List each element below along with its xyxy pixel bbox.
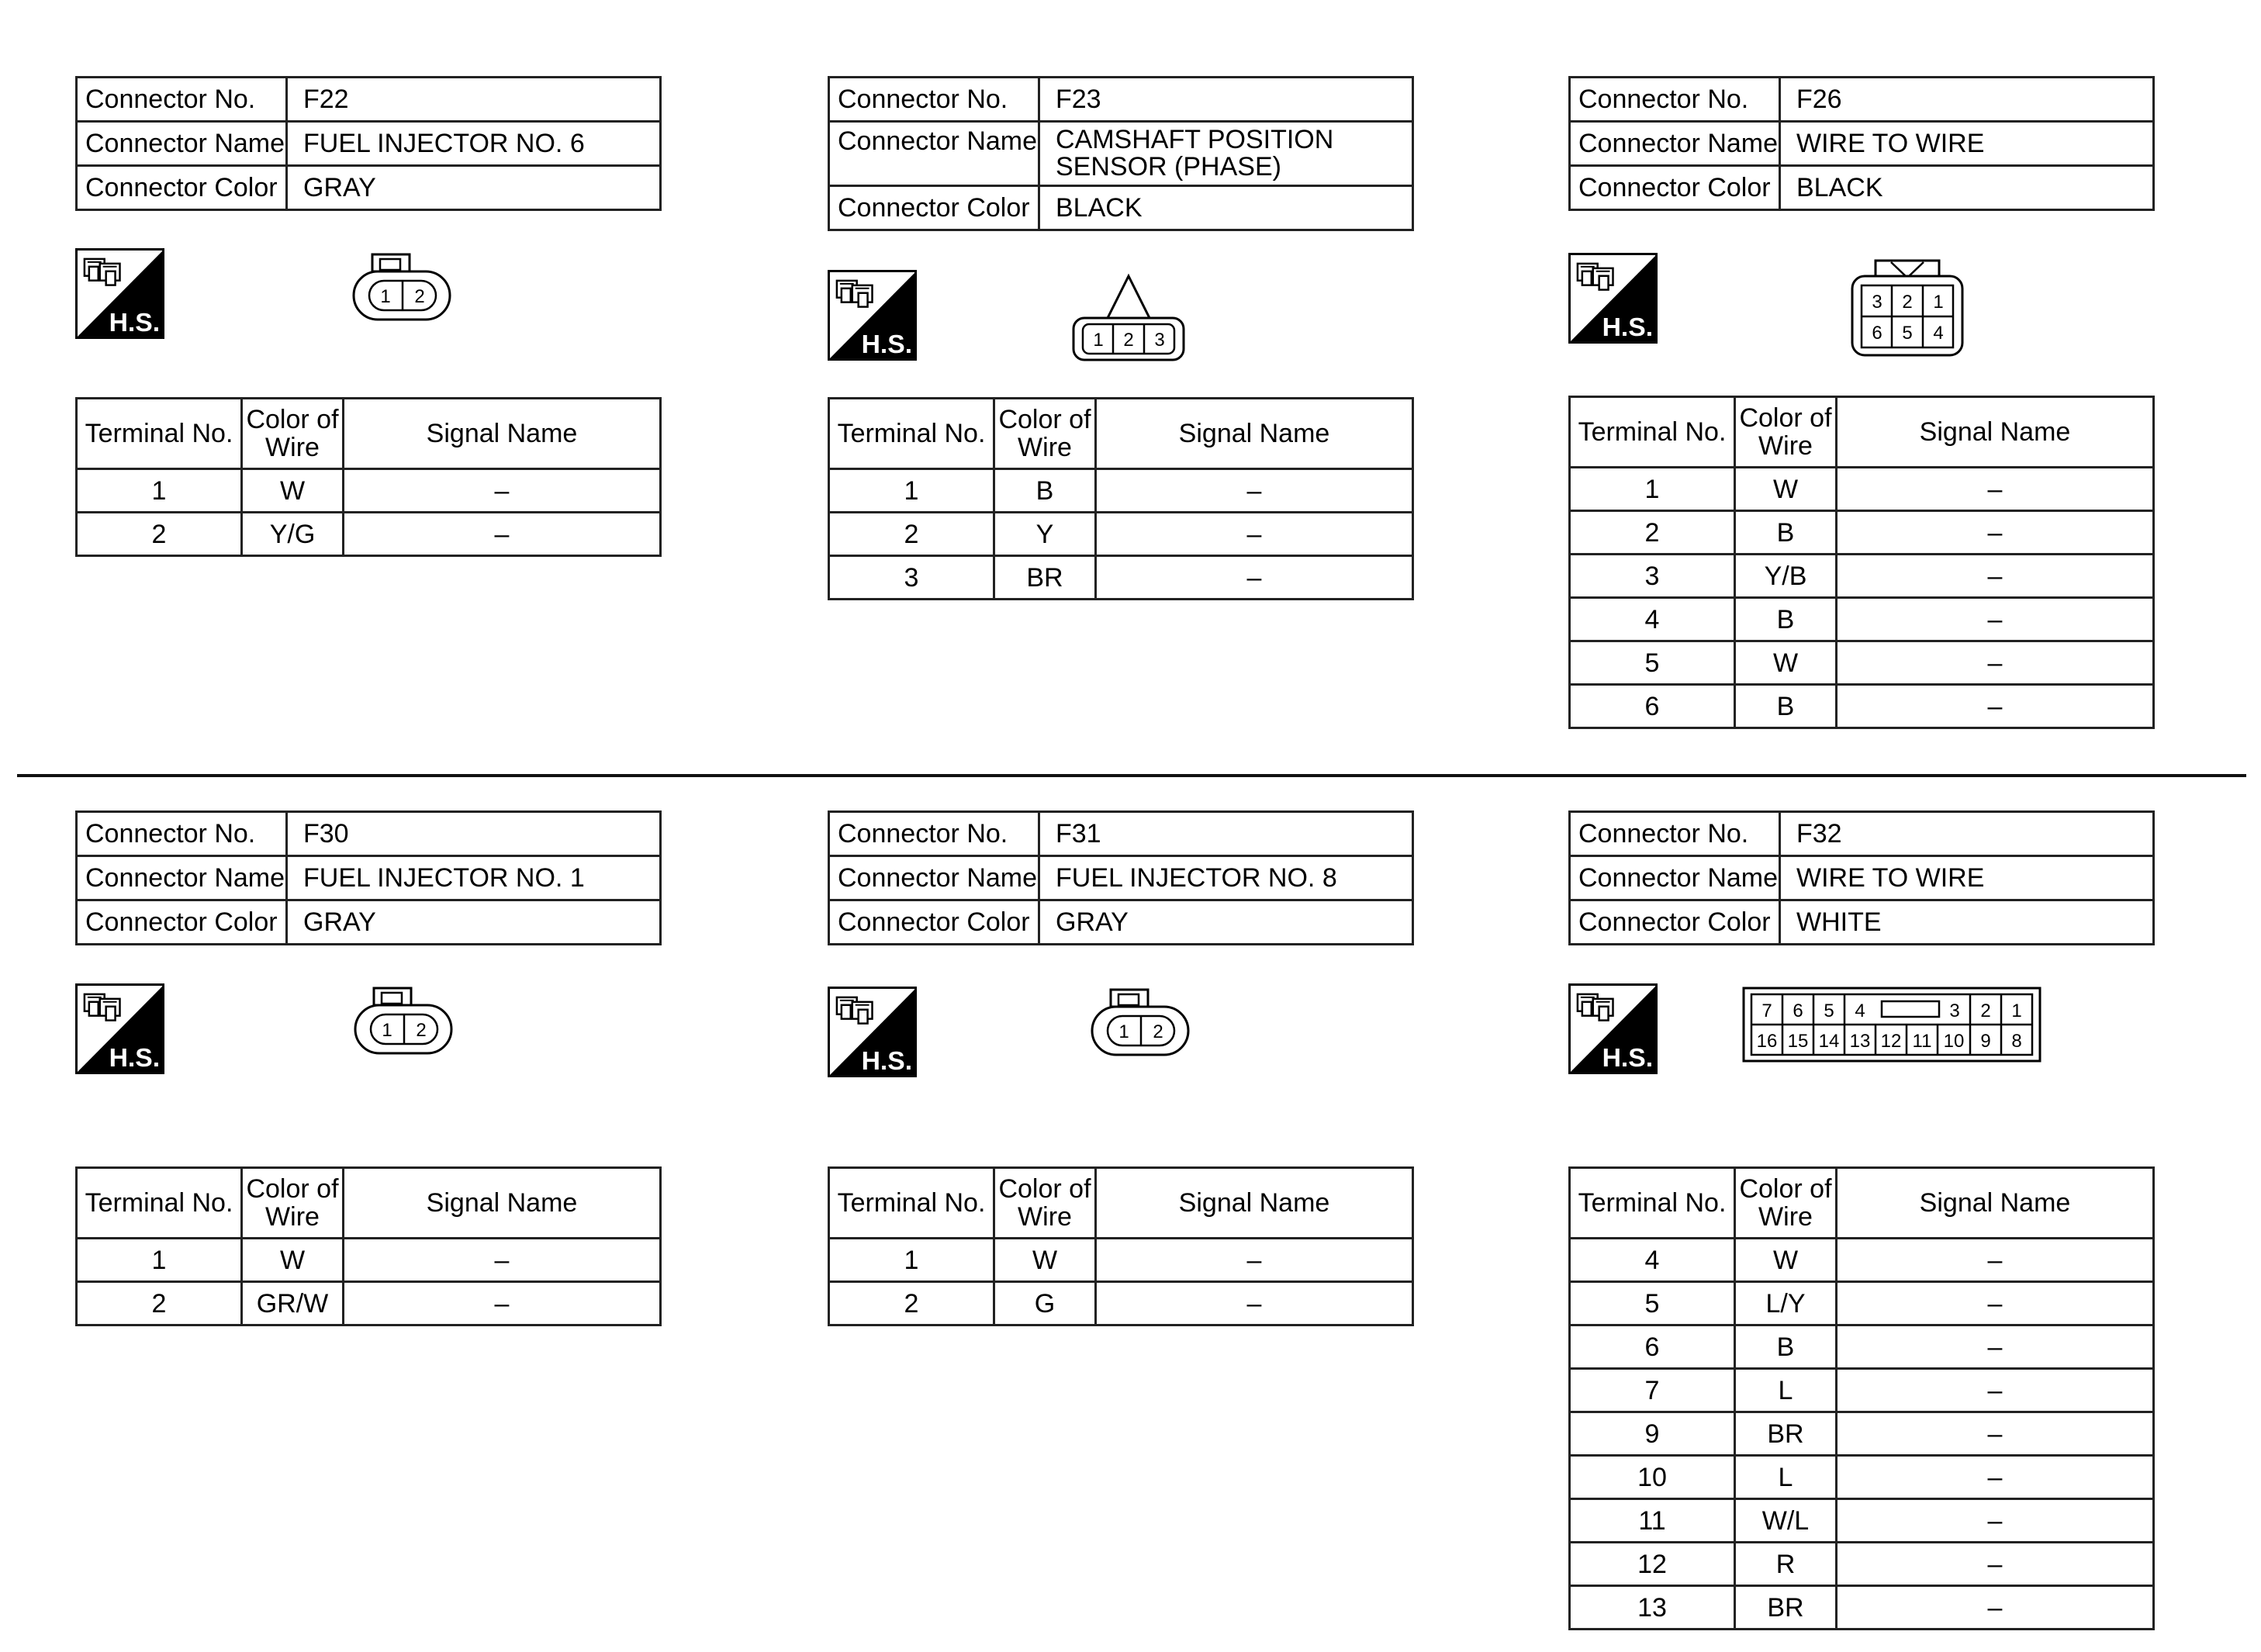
wire-color-header: Color of Wire — [1735, 1168, 1837, 1239]
wire-color: R — [1735, 1543, 1837, 1586]
pin-label: 4 — [1933, 323, 1944, 344]
connector-block-f26 — [1568, 76, 2155, 211]
signal-name: – — [1096, 469, 1413, 513]
connector-color-label: Connector Color — [77, 166, 287, 210]
pin-label: 5 — [1824, 1001, 1834, 1021]
terminal-no: 1 — [1570, 468, 1735, 511]
connector-color-value: BLACK — [1780, 166, 2154, 210]
wire-color: Y/B — [1735, 555, 1837, 598]
connector-name-value: WIRE TO WIRE — [1780, 856, 2154, 900]
connector-name-value: FUEL INJECTOR NO. 1 — [287, 856, 661, 900]
terminal-no: 10 — [1570, 1456, 1735, 1499]
pin-label: 2 — [416, 1020, 427, 1041]
connector-name-value: WIRE TO WIRE — [1780, 122, 2154, 166]
pin-label: 3 — [1949, 1001, 1960, 1021]
terminal-table-f30-wrap — [75, 1166, 662, 1326]
table-row — [829, 556, 1413, 600]
table-row — [1570, 555, 2154, 598]
connector-name-value: FUEL INJECTOR NO. 8 — [1039, 856, 1413, 900]
signal-name: – — [344, 513, 661, 556]
pin-label: 3 — [1872, 292, 1882, 313]
pin-label: 6 — [1872, 323, 1882, 344]
wire-color-header: Color of Wire — [242, 399, 344, 469]
terminal-no: 2 — [829, 1282, 994, 1325]
connector-no-value: F23 — [1039, 78, 1413, 122]
terminal-no: 5 — [1570, 641, 1735, 685]
terminal-table — [75, 397, 662, 557]
pin-label: 7 — [1761, 1001, 1772, 1021]
table-row — [1570, 1499, 2154, 1543]
terminal-no: 2 — [1570, 511, 1735, 555]
hs-harness-side-icon — [75, 983, 165, 1075]
connector-color-value: WHITE — [1780, 900, 2154, 945]
connector-no-value: F31 — [1039, 812, 1413, 856]
connector-no-label: Connector No. — [1570, 78, 1780, 122]
hs-label: H.S. — [861, 1046, 913, 1077]
pin-label: 8 — [2011, 1031, 2022, 1052]
terminal-no: 1 — [829, 469, 994, 513]
wire-color: W — [1735, 641, 1837, 685]
pin-label: 4 — [1855, 1001, 1865, 1021]
connector-color-label: Connector Color — [1570, 166, 1780, 210]
table-row — [1570, 1456, 2154, 1499]
connector-name-label: Connector Name — [829, 856, 1039, 900]
wire-color: BR — [1735, 1586, 1837, 1630]
terminal-table-f26-wrap — [1568, 396, 2155, 729]
connector-no-label: Connector No. — [829, 78, 1039, 122]
pin-label: 13 — [1849, 1031, 1871, 1052]
pin-label: 12 — [1880, 1031, 1902, 1052]
table-row — [1570, 1412, 2154, 1456]
connector-block-f30 — [75, 810, 662, 945]
pin-label: 2 — [1123, 330, 1134, 351]
hs-label: H.S. — [1602, 1043, 1654, 1073]
terminal-no: 9 — [1570, 1412, 1735, 1456]
connector-color-value: GRAY — [1039, 900, 1413, 945]
signal-name: – — [1096, 513, 1413, 556]
connector-name-value: CAMSHAFT POSITION SENSOR (PHASE) — [1039, 122, 1413, 186]
signal-name: – — [1837, 1412, 2154, 1456]
terminal-no: 11 — [1570, 1499, 1735, 1543]
pin-label: 2 — [414, 286, 425, 307]
signal-name-header: Signal Name — [344, 1168, 661, 1239]
terminal-no: 4 — [1570, 598, 1735, 641]
connector-face-2pin-icon — [351, 251, 453, 323]
connector-color-value: BLACK — [1039, 186, 1413, 230]
connector-no-value: F32 — [1780, 812, 2154, 856]
signal-name: – — [1837, 1543, 2154, 1586]
signal-name: – — [1096, 1282, 1413, 1325]
signal-name: – — [1837, 598, 2154, 641]
terminal-no: 4 — [1570, 1239, 1735, 1282]
pin-label: 1 — [380, 286, 391, 307]
pin-label: 1 — [1093, 330, 1104, 351]
connector-face-3pin-icon — [1070, 273, 1187, 363]
terminal-no-header: Terminal No. — [829, 1168, 994, 1239]
connector-name-label: Connector Name — [77, 122, 287, 166]
terminal-table-f31-wrap — [828, 1166, 1414, 1326]
table-row — [829, 469, 1413, 513]
wire-color: L — [1735, 1456, 1837, 1499]
signal-name: – — [1837, 1239, 2154, 1282]
pin-label: 6 — [1793, 1001, 1803, 1021]
wire-color: BR — [1735, 1412, 1837, 1456]
wire-color: Y/G — [242, 513, 344, 556]
pin-label: 1 — [382, 1020, 392, 1041]
connector-color-value: GRAY — [287, 900, 661, 945]
terminal-table-f32-wrap — [1568, 1166, 2155, 1630]
terminal-no-header: Terminal No. — [77, 1168, 242, 1239]
hs-label: H.S. — [1602, 313, 1654, 343]
connector-info-table — [1568, 810, 2155, 945]
connector-info-table — [1568, 76, 2155, 211]
section-divider — [17, 774, 2246, 777]
connector-name-label: Connector Name — [1570, 122, 1780, 166]
wire-color: Y — [994, 513, 1096, 556]
table-row — [1570, 511, 2154, 555]
connector-name-label: Connector Name — [829, 122, 1039, 186]
hs-harness-side-icon — [75, 248, 165, 340]
connector-no-label: Connector No. — [829, 812, 1039, 856]
pin-label: 16 — [1756, 1031, 1778, 1052]
connector-face-2pin-icon — [352, 985, 455, 1056]
signal-name-header: Signal Name — [1837, 1168, 2154, 1239]
wire-color: W/L — [1735, 1499, 1837, 1543]
signal-name: – — [1837, 1282, 2154, 1325]
connector-block-f22 — [75, 76, 662, 211]
signal-name-header: Signal Name — [1096, 1168, 1413, 1239]
wire-color: W — [242, 469, 344, 513]
signal-name: – — [1837, 1586, 2154, 1630]
hs-label: H.S. — [109, 308, 161, 338]
table-row — [77, 513, 661, 556]
connector-info-table — [828, 76, 1414, 231]
wire-color: GR/W — [242, 1282, 344, 1325]
pin-label: 1 — [1933, 292, 1944, 313]
connector-face-6pin-icon — [1849, 257, 1965, 358]
wire-color: W — [994, 1239, 1096, 1282]
signal-name: – — [1837, 1325, 2154, 1369]
hs-harness-side-icon — [1568, 253, 1658, 344]
connector-no-value: F30 — [287, 812, 661, 856]
table-row — [1570, 1543, 2154, 1586]
table-row — [1570, 1586, 2154, 1630]
terminal-table-f22-wrap — [75, 397, 662, 557]
table-row — [1570, 1239, 2154, 1282]
connector-face-16pin-icon — [1742, 987, 2041, 1063]
table-row — [829, 513, 1413, 556]
terminal-no: 7 — [1570, 1369, 1735, 1412]
pin-label: 11 — [1912, 1031, 1932, 1052]
wire-color: B — [1735, 511, 1837, 555]
wire-color: W — [242, 1239, 344, 1282]
connector-no-value: F26 — [1780, 78, 2154, 122]
table-row — [77, 1239, 661, 1282]
table-row — [1570, 598, 2154, 641]
connector-name-label: Connector Name — [1570, 856, 1780, 900]
terminal-table-f23-wrap — [828, 397, 1414, 600]
wire-color: L/Y — [1735, 1282, 1837, 1325]
pin-label: 14 — [1818, 1031, 1840, 1052]
connector-block-f32 — [1568, 810, 2155, 945]
table-row — [1570, 1325, 2154, 1369]
signal-name: – — [1096, 556, 1413, 600]
terminal-no: 1 — [77, 469, 242, 513]
table-row — [1570, 685, 2154, 728]
terminal-table — [75, 1166, 662, 1326]
terminal-no: 12 — [1570, 1543, 1735, 1586]
hs-harness-side-icon — [828, 270, 918, 361]
hs-harness-side-icon — [1568, 983, 1658, 1075]
hs-label: H.S. — [861, 330, 913, 360]
signal-name: – — [1837, 468, 2154, 511]
pin-label: 2 — [1153, 1021, 1163, 1042]
wire-color-header: Color of Wire — [1735, 397, 1837, 468]
pin-label: 1 — [1118, 1021, 1129, 1042]
signal-name: – — [344, 1239, 661, 1282]
signal-name-header: Signal Name — [1096, 399, 1413, 469]
terminal-no: 2 — [77, 1282, 242, 1325]
table-row — [77, 469, 661, 513]
wire-color-header: Color of Wire — [994, 1168, 1096, 1239]
terminal-table — [1568, 396, 2155, 729]
connector-block-f31 — [828, 810, 1414, 945]
terminal-no: 1 — [77, 1239, 242, 1282]
connector-color-label: Connector Color — [77, 900, 287, 945]
pin-label: 9 — [1980, 1031, 1991, 1052]
signal-name: – — [1837, 1456, 2154, 1499]
connector-block-f23 — [828, 76, 1414, 231]
pin-label: 1 — [2011, 1001, 2022, 1021]
pin-label: 2 — [1902, 292, 1913, 313]
terminal-no-header: Terminal No. — [1570, 1168, 1735, 1239]
wire-color: B — [1735, 685, 1837, 728]
terminal-no-header: Terminal No. — [829, 399, 994, 469]
terminal-no-header: Terminal No. — [1570, 397, 1735, 468]
signal-name: – — [1837, 685, 2154, 728]
wire-color-header: Color of Wire — [242, 1168, 344, 1239]
terminal-no: 2 — [829, 513, 994, 556]
table-row — [1570, 468, 2154, 511]
wire-color: B — [994, 469, 1096, 513]
connector-info-table — [828, 810, 1414, 945]
signal-name: – — [344, 1282, 661, 1325]
terminal-no: 3 — [1570, 555, 1735, 598]
connector-name-value: FUEL INJECTOR NO. 6 — [287, 122, 661, 166]
wire-color: BR — [994, 556, 1096, 600]
table-row — [1570, 1282, 2154, 1325]
table-row — [1570, 1369, 2154, 1412]
pin-label: 3 — [1154, 330, 1165, 351]
wire-color-header: Color of Wire — [994, 399, 1096, 469]
terminal-no: 13 — [1570, 1586, 1735, 1630]
terminal-no-header: Terminal No. — [77, 399, 242, 469]
signal-name: – — [1837, 555, 2154, 598]
signal-name: – — [344, 469, 661, 513]
signal-name: – — [1096, 1239, 1413, 1282]
connector-no-label: Connector No. — [1570, 812, 1780, 856]
terminal-no: 1 — [829, 1239, 994, 1282]
signal-name: – — [1837, 1499, 2154, 1543]
connector-no-value: F22 — [287, 78, 661, 122]
terminal-table — [828, 397, 1414, 600]
pin-label: 10 — [1943, 1031, 1965, 1052]
table-row — [829, 1239, 1413, 1282]
signal-name-header: Signal Name — [344, 399, 661, 469]
terminal-no: 3 — [829, 556, 994, 600]
wire-color: W — [1735, 1239, 1837, 1282]
terminal-table — [828, 1166, 1414, 1326]
connector-no-label: Connector No. — [77, 78, 287, 122]
signal-name: – — [1837, 511, 2154, 555]
connector-face-2pin-icon — [1089, 987, 1191, 1058]
pin-label: 15 — [1787, 1031, 1809, 1052]
wire-color: G — [994, 1282, 1096, 1325]
connector-color-label: Connector Color — [829, 186, 1039, 230]
hs-label: H.S. — [109, 1043, 161, 1073]
connector-info-table — [75, 810, 662, 945]
terminal-no: 5 — [1570, 1282, 1735, 1325]
terminal-no: 6 — [1570, 1325, 1735, 1369]
connector-no-label: Connector No. — [77, 812, 287, 856]
wire-color: L — [1735, 1369, 1837, 1412]
pin-label: 5 — [1902, 323, 1913, 344]
signal-name-header: Signal Name — [1837, 397, 2154, 468]
wire-color: B — [1735, 1325, 1837, 1369]
wire-color: B — [1735, 598, 1837, 641]
table-row — [1570, 641, 2154, 685]
terminal-no: 2 — [77, 513, 242, 556]
connector-info-table — [75, 76, 662, 211]
table-row — [829, 1282, 1413, 1325]
table-row — [77, 1282, 661, 1325]
connector-color-label: Connector Color — [829, 900, 1039, 945]
terminal-no: 6 — [1570, 685, 1735, 728]
terminal-table — [1568, 1166, 2155, 1630]
pin-label: 2 — [1980, 1001, 1991, 1021]
connector-name-label: Connector Name — [77, 856, 287, 900]
signal-name: – — [1837, 641, 2154, 685]
wire-color: W — [1735, 468, 1837, 511]
connector-color-label: Connector Color — [1570, 900, 1780, 945]
signal-name: – — [1837, 1369, 2154, 1412]
hs-harness-side-icon — [828, 987, 918, 1078]
connector-color-value: GRAY — [287, 166, 661, 210]
